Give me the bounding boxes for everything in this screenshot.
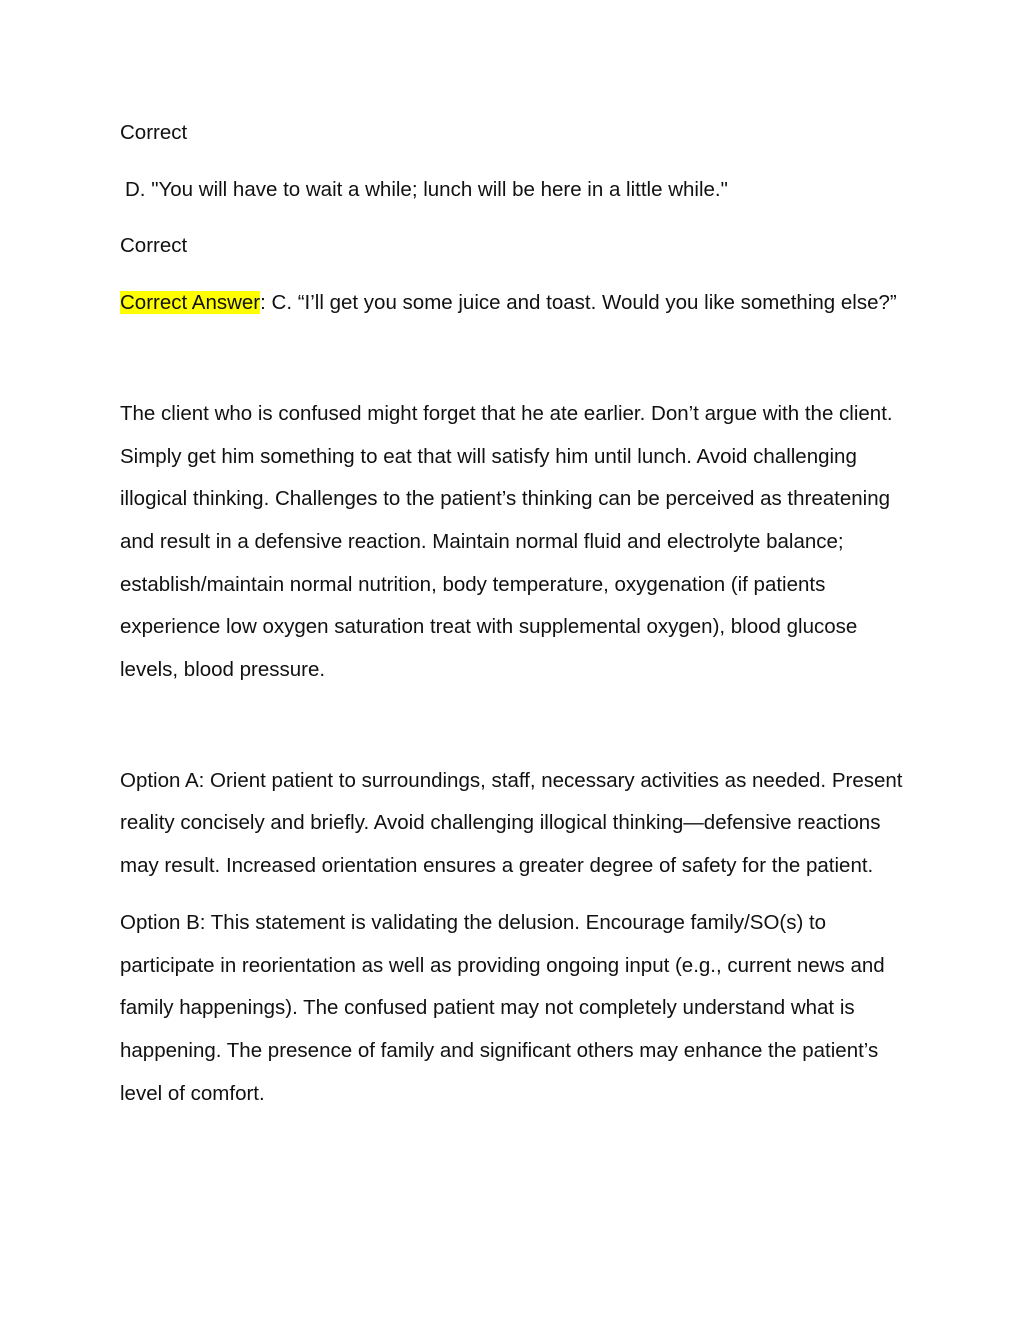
status-correct-2: Correct bbox=[120, 234, 188, 258]
option-b-rationale: Option B: This statement is validating the delusion. Encourage family/SO(s) to participate in reorientation as well as providing ongoing input (e.g., current news and family happenings). The confused patient may not completely understand what is happening. The presence of family and significant others may enhance the patient’s level of comfort. bbox=[120, 910, 885, 1105]
option-a-rationale: Option A: Orient patient to surroundings, staff, necessary activities as needed. Present reality concisely and briefly. Avoid challenging illogical thinking—defensive reactions may result. Increased orientation ensures a greater degree of safety for the patient. bbox=[120, 768, 903, 878]
explanation-paragraph: The client who is confused might forget that he ate earlier. Don’t argue with the client. Simply get him something to eat that will satisfy him until lunch. Avoid challenging illogical thinking. Challenges to the patient’s thinking can be perceived as threatening and result in a defensive reaction. Maintain normal fluid and electrolyte balance; establish/maintain normal nutrition, body temperature, oxygenation (if patients experience low oxygen saturation treat with supplemental oxygen), blood glucose levels, blood pressure. bbox=[120, 401, 893, 682]
option-d-text: D. "You will have to wait a while; lunch will be here in a little while." bbox=[125, 177, 728, 201]
correct-answer-label: Correct Answer bbox=[120, 291, 261, 315]
correct-answer-paragraph bbox=[120, 282, 905, 325]
document-page bbox=[120, 112, 905, 1115]
correct-answer-text: : C. “I’ll get you some juice and toast. Would you like something else?” bbox=[260, 291, 897, 315]
status-correct-1: Correct bbox=[120, 121, 188, 144]
